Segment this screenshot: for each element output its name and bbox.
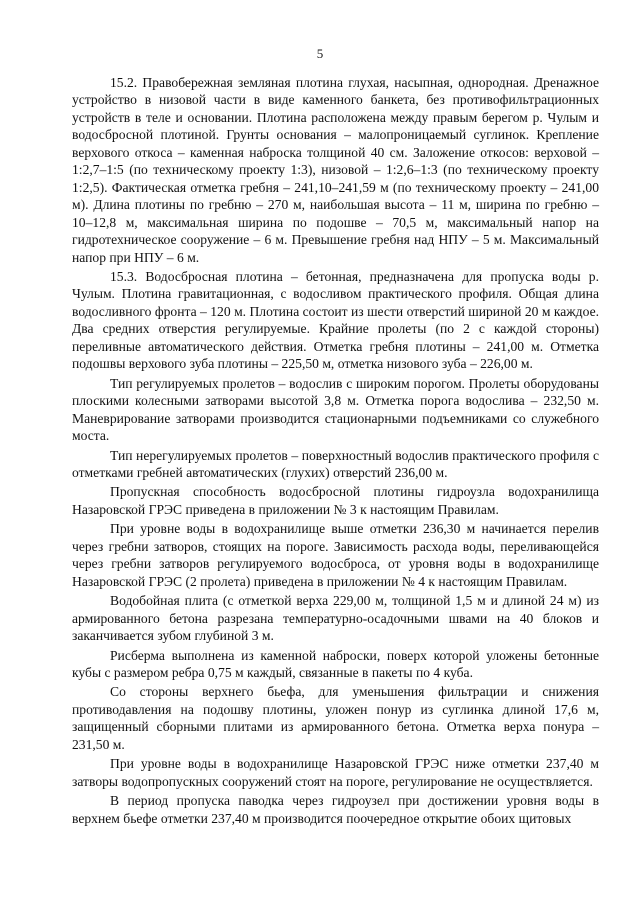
page-number: 5: [316, 46, 324, 61]
paragraph-15-2: 15.2. Правобережная земляная плотина глухая, насыпная, однородная. Дренажное устройство в низовой части в виде каменного банкета, без противофильтрационных устройств в теле и основании. Плотина расположена между правым берегом р. Чулым и водосбросной плотиной. Грунты основания – малопроницаемый суглинок. Крепление верхового откоса – каменная наброска толщиной 40 см. Заложение откосов: верховой – 1:2,7–1:5 (по техническому проекту 1:3), низовой – 1:2,6–1:3 (по техническому проекту 1:2,5). Фактическая отметка гребня – 241,10–241,59 м (по техническому проекту – 241,00 м). Длина плотины по гребню – 270 м, наибольшая высота – 11 м, ширина по гребню – 10–12,8 м, максимальная ширина по подошве – 70,5 м, максимальный напор на гидротехническое сооружение – 6 м. Превышение гребня над НПУ – 5 м. Максимальный напор при НПУ – 6 м.: [72, 75, 599, 265]
paragraph-apron: Рисберма выполнена из каменной наброски, поверх которой уложены бетонные кубы с размером ребра 0,75 м каждый, связанные в пакеты по 4 куба.: [72, 647, 599, 680]
paragraph-stilling-basin: Водобойная плита (с отметкой верха 229,00 м, толщиной 1,5 м и длиной 24 м) из армированного бетона разрезана температурно-осадочными швами на 40 блоков и заканчивается зубом глубиной 3 м.: [72, 593, 599, 644]
paragraph-overflow: При уровне воды в водохранилище выше отметки 236,30 м начинается перелив через гребни затворов, стоящих на пороге. Зависимость расхода воды, переливающейся через гребни затворов регулируемого водосброса, от уровня воды в водохранилище Назаровской ГРЭС (2 пролета) приведена в приложении № 4 к настоящим Правилам.: [72, 521, 599, 589]
paragraph-15-3: 15.3. Водосбросная плотина – бетонная, предназначена для пропуска воды р. Чулым. Плотина гравитационная, с водосливом практического профиля. Общая длина водосливного фронта – 120 м. Плотина состоит из шести отверстий шириной 20 м каждое. Два средних отверстия регулируемые. Крайние пролеты (по 2 с каждой стороны) переливные автоматического действия. Отметка гребня плотины – 241,00 м. Отметка подошвы верхового зуба плотины – 225,50 м, отметка низового зуба – 226,00 м.: [72, 268, 599, 372]
paragraph-gates-no-regulation: При уровне воды в водохранилище Назаровской ГРЭС ниже отметки 237,40 м затворы водопропускных сооружений стоят на пороге, регулирование не осуществляется.: [72, 756, 599, 789]
paragraph-capacity: Пропускная способность водосбросной плотины гидроузла водохранилища Назаровской ГРЭС приведена в приложении № 3 к настоящим Правилам.: [72, 484, 599, 517]
document-body: [72, 74, 599, 827]
paragraph-flood-passage: В период пропуска паводка через гидроузел при достижении уровня воды в верхнем бьефе отметки 237,40 м производится поочередное открытие обоих щитовых: [72, 793, 599, 826]
paragraph-unregulated-spans: Тип нерегулируемых пролетов – поверхностный водослив практического профиля с отметками гребней автоматических (глухих) отверстий 236,00 м.: [72, 447, 599, 480]
paragraph-regulated-spans: Тип регулируемых пролетов – водослив с широким порогом. Пролеты оборудованы плоскими колесными затворами высотой 3,8 м. Отметка порога водослива – 232,50 м. Маневрирование затворами производится стационарными подъемниками со служебного моста.: [72, 375, 599, 444]
paragraph-upstream-blanket: Со стороны верхнего бьефа, для уменьшения фильтрации и снижения противодавления на подошву плотины, уложен понур из суглинка длиной 17,6 м, защищенный сборными плитами из армированного бетона. Отметка верха понура – 231,50 м.: [72, 684, 599, 752]
